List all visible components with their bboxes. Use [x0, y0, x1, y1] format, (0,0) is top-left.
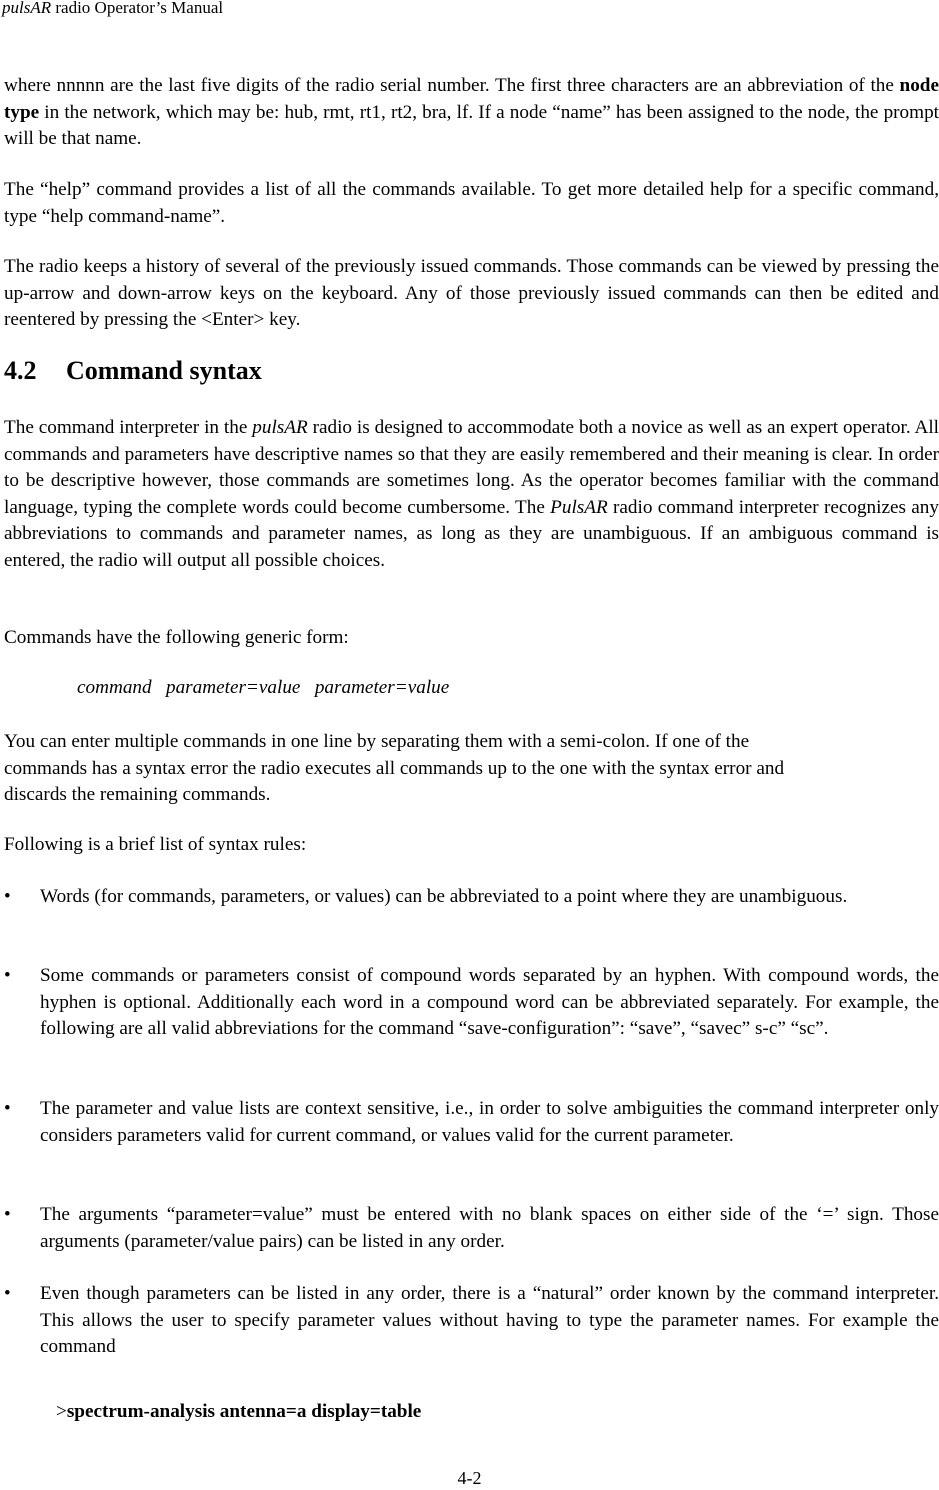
para6-line1: You can enter multiple commands in one line by separating them with a semi-colon. If one of the [4, 731, 750, 752]
paragraph-command-interpreter [4, 415, 939, 574]
list-item [4, 1202, 939, 1255]
para1-text-a: where nnnnn are the last five digits of the radio serial number. The first three characters are an abbreviation of the [4, 75, 900, 96]
list-item [4, 884, 939, 911]
section-heading [4, 356, 262, 386]
para4-brand-pulsar: pulsAR [252, 417, 308, 438]
bullet-icon: • [4, 1283, 11, 1304]
paragraph-generic-form-intro: Commands have the following generic form: [4, 627, 349, 648]
running-header [2, 0, 223, 18]
bullet-text: The arguments “parameter=value” must be entered with no blank spaces on either side of the ‘=’ sign. Those arguments (parameter/value pairs) can be listed in any order. [40, 1204, 939, 1252]
bullet-text: Even though parameters can be listed in any order, there is a “natural” order known by the command interpreter. This allows the user to specify parameter values without having to type the parameter names. For example the command [40, 1283, 939, 1357]
para6-line2: commands has a syntax error the radio executes all commands up to the one with the syntax error and [4, 757, 785, 779]
section-title: Command syntax [66, 356, 262, 385]
paragraph-multiple-commands [4, 729, 939, 809]
page-number: 4-2 [457, 1468, 482, 1488]
para1-bold-node-type: node type [4, 75, 939, 123]
section-number: 4.2 [4, 356, 37, 385]
bullet-icon: • [4, 965, 11, 986]
bullet-icon: • [4, 1098, 11, 1119]
para4-text-c: radio command interpreter recognizes any abbreviations to commands and parameter names, as long as they are unambiguous. If an ambiguous command is entered, the radio will output all possible choices. [4, 496, 939, 571]
command-prompt: > [56, 1401, 67, 1422]
list-item [4, 1096, 939, 1149]
para4-text-a: The command interpreter in the [4, 417, 253, 438]
command-example [56, 1401, 421, 1423]
command-text: spectrum-analysis antenna=a display=table [66, 1401, 422, 1422]
header-product: pulsAR [2, 0, 52, 17]
list-item [4, 963, 939, 1043]
para4-brand-pulsar-2: PulsAR [550, 496, 608, 518]
para1-text-b: in the network, which may be: hub, rmt, rt1, rt2, bra, lf. If a node “name” has been assigned to the node, the prompt will be that name. [4, 101, 939, 149]
paragraph-command-history: The radio keeps a history of several of the previously issued commands. Those commands can be viewed by pressing the up-arrow and down-arrow keys on the keyboard. Any of those previously issued commands can then be edited and reentered by pressing the <Enter> key. [4, 256, 939, 330]
list-item [4, 1281, 939, 1361]
bullet-text: Some commands or parameters consist of compound words separated by an hyphen. With compound words, the hyphen is optional. Additionally each word in a compound word can be abbreviated separately. For example, the following are all valid abbreviations for the command “save-configuration”: “save”, “savec” s-c” “sc”. [40, 965, 939, 1039]
paragraph-node-prompt [4, 73, 939, 153]
bullet-icon: • [4, 1204, 11, 1225]
bullet-icon: • [4, 886, 11, 907]
bullet-text: The parameter and value lists are context sensitive, i.e., in order to solve ambiguities the command interpreter only considers parameters valid for current command, or values valid for the current parameter. [40, 1098, 939, 1146]
para4-text-b: radio is designed to accommodate both a novice as well as an expert operator. All commands and parameters have descriptive names so that they are easily remembered and their meaning is clear. In order to be descriptive however, those commands are sometimes long. As the operator becomes familiar with the command language, typing the complete words could become cumbersome. The [4, 417, 939, 518]
paragraph-syntax-rules-intro: Following is a brief list of syntax rules: [4, 834, 307, 855]
para6-line3: discards the remaining commands. [4, 784, 271, 805]
generic-command-form: command parameter=value parameter=value [77, 677, 450, 698]
header-title: radio Operator’s Manual [51, 0, 224, 17]
paragraph-help-command: The “help” command provides a list of all the commands available. To get more detailed help for a specific command, type “help command-name”. [4, 179, 939, 227]
bullet-text: Words (for commands, parameters, or values) can be abbreviated to a point where they are unambiguous. [40, 886, 848, 907]
